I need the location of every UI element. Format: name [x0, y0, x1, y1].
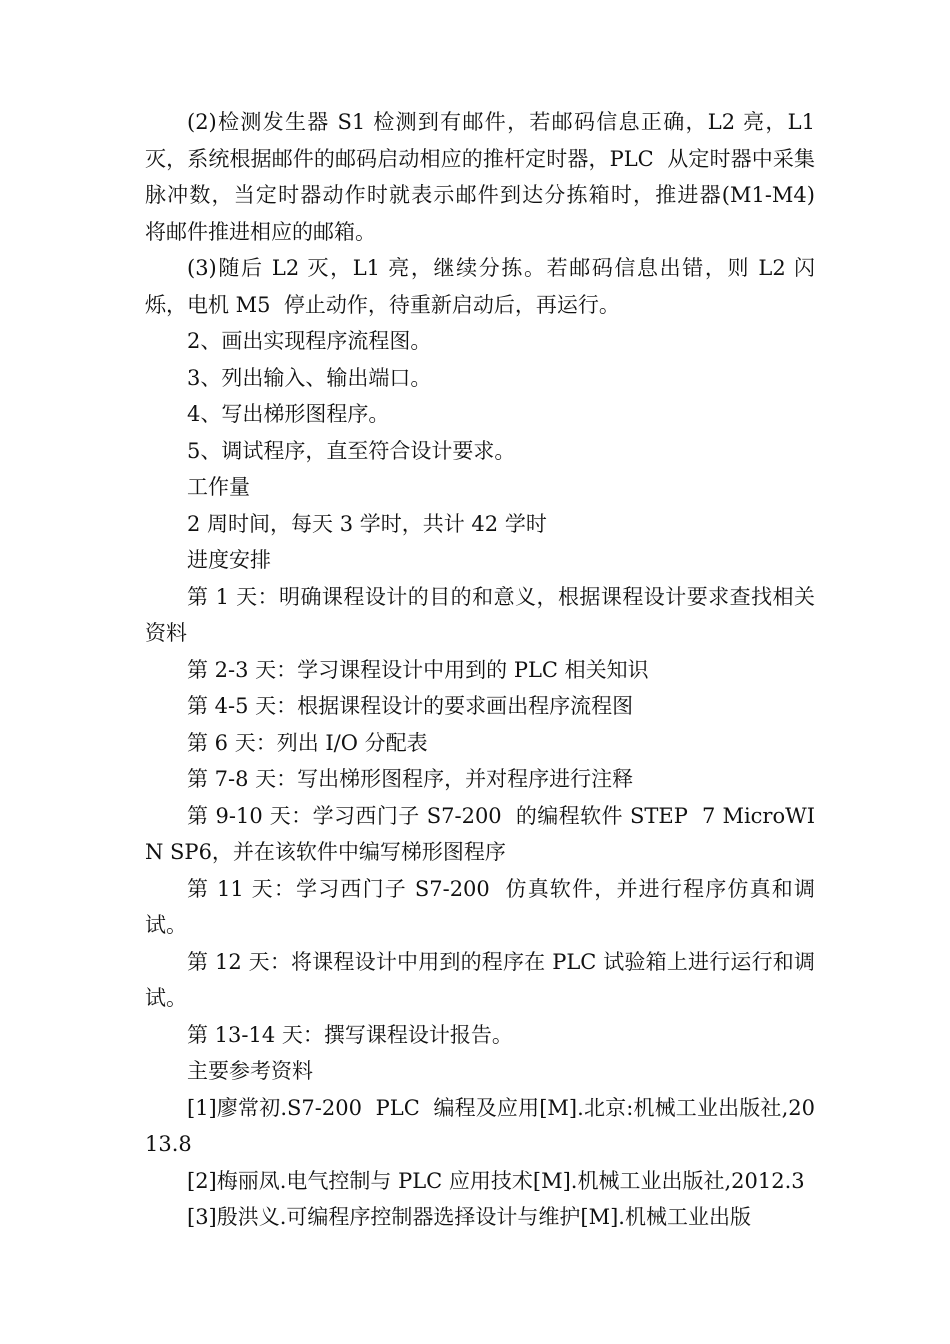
section-heading-references: 主要参考资料 [187, 1059, 313, 1083]
task-item-debug: 5、调试程序，直至符合设计要求。 [187, 438, 516, 463]
section-heading-schedule: 进度安排 [187, 548, 271, 572]
schedule-item-day-2-3: 第 2-3 天：学习课程设计中用到的 PLC 相关知识 [187, 657, 649, 682]
workload-text: 2 周时间，每天 3 学时，共计 42 学时 [187, 511, 547, 536]
task-item-io-ports: 3、列出输入、输出端口。 [187, 365, 432, 390]
reference-item-1: [1]廖常初.S7-200 PLC 编程及应用[M].北京:机械工业出版社,2013.8 [145, 1095, 815, 1156]
reference-item-2: [2]梅丽凤.电气控制与 PLC 应用技术[M].机械工业出版社,2012.3 [187, 1168, 805, 1193]
schedule-item-day-12: 第 12 天：将课程设计中用到的程序在 PLC 试验箱上进行运行和调试。 [145, 949, 815, 1010]
schedule-item-day-6: 第 6 天：列出 I/O 分配表 [187, 730, 428, 755]
reference-item-3: [3]殷洪义.可编程序控制器选择设计与维护[M].机械工业出版 [187, 1205, 751, 1229]
schedule-item-day-1: 第 1 天：明确课程设计的目的和意义，根据课程设计要求查找相关资料 [145, 584, 815, 645]
schedule-item-day-7-8: 第 7-8 天：写出梯形图程序，并对程序进行注释 [187, 767, 634, 791]
paragraph-step-3-continue: (3)随后 L2 灭，L1 亮，继续分拣。若邮码信息出错，则 L2 闪烁，电机 M5 停止动作，待重新启动后，再运行。 [145, 256, 815, 317]
schedule-item-day-9-10: 第 9-10 天：学习西门子 S7-200 的编程软件 STEP 7 MicroWIN SP6，并在该软件中编写梯形图程序 [145, 803, 815, 864]
task-item-flowchart: 2、画出实现程序流程图。 [187, 329, 432, 353]
document-body [145, 104, 829, 1236]
section-heading-workload: 工作量 [187, 475, 250, 499]
paragraph-step-2-detection: (2)检测发生器 S1 检测到有邮件，若邮码信息正确，L2 亮，L1 灭，系统根据邮件的邮码启动相应的推杆定时器，PLC 从定时器中采集脉冲数，当定时器动作时就表示邮件到达分拣箱时，推进器(M1-M4) 将邮件推进相应的邮箱。 [145, 110, 829, 244]
task-item-ladder-program: 4、写出梯形图程序。 [187, 402, 390, 426]
schedule-item-day-13-14: 第 13-14 天：撰写课程设计报告。 [187, 1022, 513, 1047]
schedule-item-day-4-5: 第 4-5 天：根据课程设计的要求画出程序流程图 [187, 694, 634, 718]
schedule-item-day-11: 第 11 天：学习西门子 S7-200 仿真软件，并进行程序仿真和调试。 [145, 876, 815, 937]
